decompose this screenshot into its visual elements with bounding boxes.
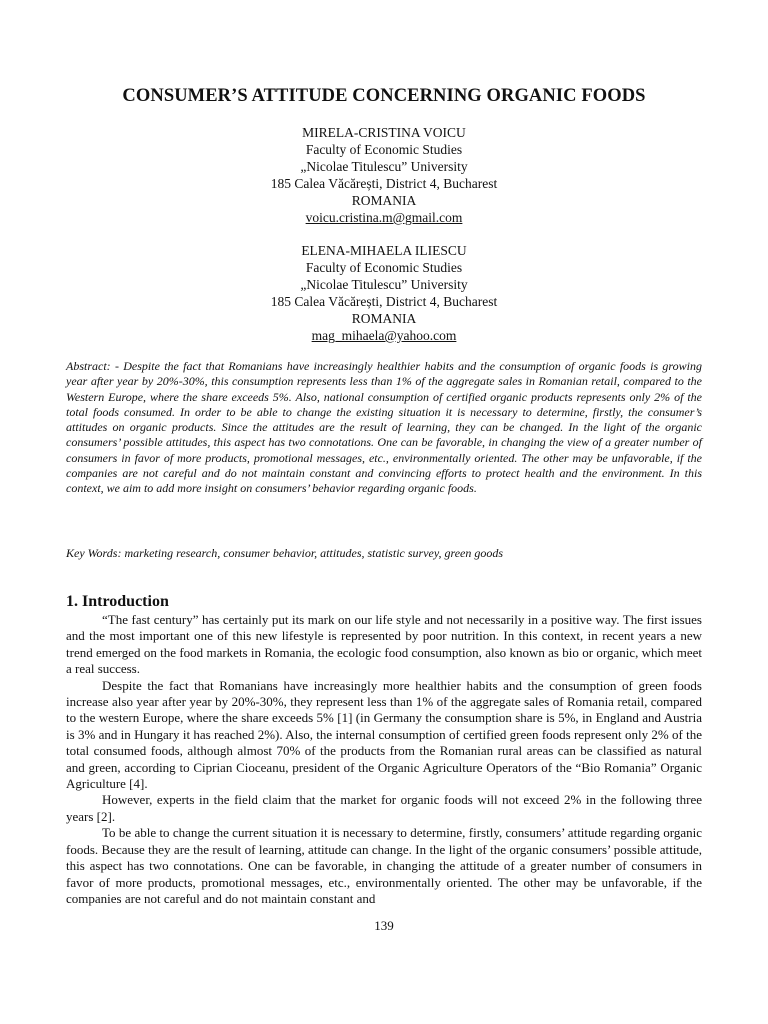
author-faculty: Faculty of Economic Studies bbox=[305, 260, 463, 275]
paragraph: To be able to change the current situation it is necessary to determine, firstly, consumers’ attitude regarding organic foods. Because they are the result of learning, attitude can change. In the light of the organic consumers’ possible attitude, this aspect has two connotations. One can be favorable, in changing the attitude of a greater number of consumers in favor of more products, promotional messages, etc., environmentally oriented. The other may be unfavorable, if the companies are not careful and do not maintain constant and bbox=[66, 825, 702, 906]
author-name: ELENA-MIHAELA ILIESCU bbox=[301, 243, 467, 258]
author-email-link[interactable]: mag_mihaela@yahoo.com bbox=[311, 328, 457, 343]
author-name: MIRELA-CRISTINA VOICU bbox=[302, 125, 466, 140]
author-university: „Nicolae Titulescu” University bbox=[300, 277, 468, 292]
section-heading: 1. Introduction bbox=[66, 593, 169, 610]
author-university: „Nicolae Titulescu” University bbox=[300, 159, 468, 174]
paragraph: However, experts in the field claim that the market for organic foods will not exceed 2% in the following three years [2]. bbox=[66, 792, 702, 824]
author-faculty: Faculty of Economic Studies bbox=[305, 142, 463, 157]
author-country: ROMANIA bbox=[351, 311, 417, 326]
page-number: 139 bbox=[374, 918, 394, 933]
author-block bbox=[0, 124, 768, 226]
paper-title: CONSUMER’S ATTITUDE CONCERNING ORGANIC FOODS bbox=[122, 86, 646, 106]
author-address: 185 Calea Văcărești, District 4, Bucharest bbox=[270, 176, 498, 191]
author-address: 185 Calea Văcărești, District 4, Bucharest bbox=[270, 294, 498, 309]
keywords: Key Words: marketing research, consumer behavior, attitudes, statistic survey, green goods bbox=[66, 546, 504, 560]
author-block bbox=[0, 242, 768, 344]
section-body bbox=[66, 612, 702, 907]
author-country: ROMANIA bbox=[351, 193, 417, 208]
abstract: Abstract: - Despite the fact that Romanians have increasingly healthier habits and the consumption of organic foods is growing year after year by 20%-30%, this consumption represents less than 1% of the aggregate sales in Romanian retail, compared to the Western Europe, where the share exceeds 5%. Also, national consumption of certified organic products represents only 2% of the total foods consumed. In order to be able to change the existing situation it is necessary to determine, firstly, the consumer’s attitudes on organic products. Since the attitudes are the result of learning, they can be changed. In the light of the organic consumers’ possible attitudes, this aspect has two connotations. One can be favorable, in changing the view of a greater number of consumers in favor of more products, promotional messages, etc., environmentally oriented. The other may be unfavorable, if the companies are not careful and do not maintain constant and convincing efforts to protect health and the environment. In this context, we aim to add more insight on consumers’ behavior regarding organic foods. bbox=[66, 359, 702, 496]
paragraph: Despite the fact that Romanians have increasingly more healthier habits and the consumption of green foods increase also year after year by 20%-30%, they represent less than 1% of the aggregate sales of Romania retail, compared to the western Europe, where the share exceeds 5% [1] (in Germany the consumption share is 5%, in England and Austria is 3% and in Hungary it has reached 2%). Also, the internal consumption of certified green foods represent only 2% of the total consumed foods, although almost 70% of the products from the Romanian rural areas can be classified as natural and green, according to Ciprian Cioceanu, president of the Organic Agriculture Operators of the “Bio Romania” Organic Agriculture [4]. bbox=[66, 677, 702, 792]
author-email-link[interactable]: voicu.cristina.m@gmail.com bbox=[305, 210, 463, 225]
paragraph: “The fast century” has certainly put its mark on our life style and not necessarily in a positive way. The first issues and the most important one of this new lifestyle is represented by poor nutrition. In this context, in recent years a new trend emerged on the food markets in Romania, the ecologic food consumption, also known as bio or organic, which meet a real success. bbox=[66, 612, 702, 677]
